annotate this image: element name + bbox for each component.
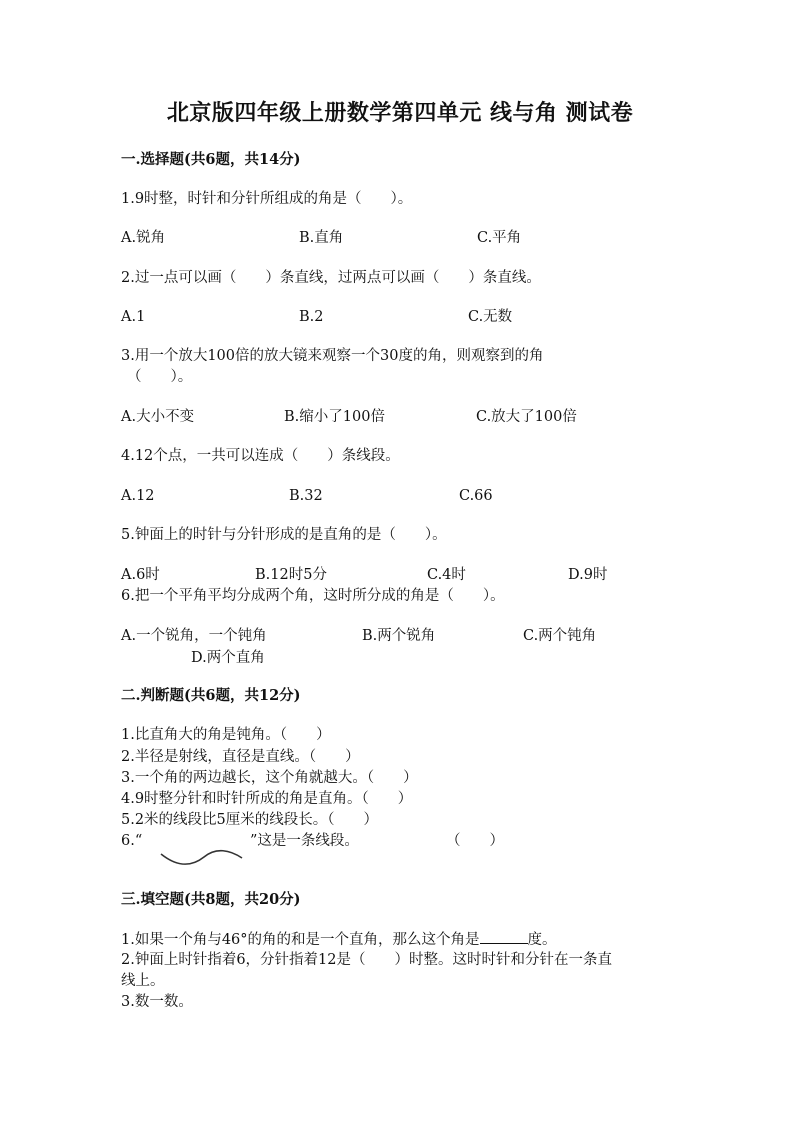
question-stem: 5.钟面上的时针与分针形成的是直角的是（ ）。: [121, 527, 447, 543]
fill-item: 2.钟面上时针指着6，分针指着12是（ ）时整。这时时针和分针在一条直: [121, 952, 613, 968]
option: B.缩小了100倍: [284, 409, 385, 425]
option: A.一个锐角，一个钝角: [121, 628, 267, 644]
question-stem: 2.过一点可以画（ ）条直线，过两点可以画（ ）条直线。: [121, 270, 541, 286]
option: B.两个锐角: [362, 628, 436, 644]
option: A.1: [121, 309, 146, 325]
option: A.6时: [121, 567, 160, 583]
question-stem: 3.用一个放大100倍的放大镜来观察一个30度的角，则观察到的角: [121, 348, 544, 364]
answer-blank[interactable]: [480, 929, 528, 944]
fill-item-text: 1.如果一个角与46°的角的和是一个直角，那么这个角是: [121, 932, 480, 948]
option: A.锐角: [121, 230, 166, 246]
fill-item-text: 度。: [527, 932, 557, 948]
option: C.66: [459, 488, 493, 504]
answer-parentheses: （ ）: [446, 833, 504, 849]
wavy-line-figure: [158, 844, 248, 870]
option: B.12时5分: [255, 567, 327, 583]
question-stem: 1.9时整，时针和分针所组成的角是（ ）。: [121, 191, 413, 207]
judgment-item: 4.9时整分针和时针所成的角是直角。（ ）: [121, 791, 413, 807]
option: C.两个钝角: [523, 628, 597, 644]
option: C.无数: [468, 309, 513, 325]
question-stem: 6.把一个平角平均分成两个角，这时所分成的角是（ ）。: [121, 588, 505, 604]
fill-item-continuation: 线上。: [121, 973, 165, 989]
option: A.大小不变: [121, 409, 195, 425]
judgment-item-prefix: 6.“: [121, 833, 143, 849]
judgment-item: 3.一个角的两边越长，这个角就越大。（ ）: [121, 770, 418, 786]
page-title: 北京版四年级上册数学第四单元 线与角 测试卷: [166, 100, 634, 126]
question-stem-continuation: （ ）。: [127, 369, 193, 385]
judgment-item: 1.比直角大的角是钝角。（ ）: [121, 727, 331, 743]
option: B.直角: [299, 230, 344, 246]
fill-item: [121, 929, 557, 950]
judgment-item-suffix: ”这是一条线段。: [250, 833, 359, 849]
judgment-item: 2.半径是射线，直径是直线。（ ）: [121, 749, 360, 765]
section-heading-choice: 一.选择题(共6题，共14分): [121, 151, 301, 168]
section-heading-fill: 三.填空题(共8题，共20分): [121, 891, 301, 908]
option: D.两个直角: [191, 650, 265, 666]
option: C.平角: [477, 230, 522, 246]
option: C.4时: [427, 567, 466, 583]
option: D.9时: [568, 567, 608, 583]
option: B.2: [299, 309, 324, 325]
question-stem: 4.12个点，一共可以连成（ ）条线段。: [121, 448, 400, 464]
option: A.12: [121, 488, 155, 504]
section-heading-judgment: 二.判断题(共6题，共12分): [121, 687, 301, 704]
fill-item: 3.数一数。: [121, 994, 193, 1010]
option: C.放大了100倍: [476, 409, 577, 425]
judgment-item: 5.2米的线段比5厘米的线段长。（ ）: [121, 812, 379, 828]
option: B.32: [289, 488, 323, 504]
